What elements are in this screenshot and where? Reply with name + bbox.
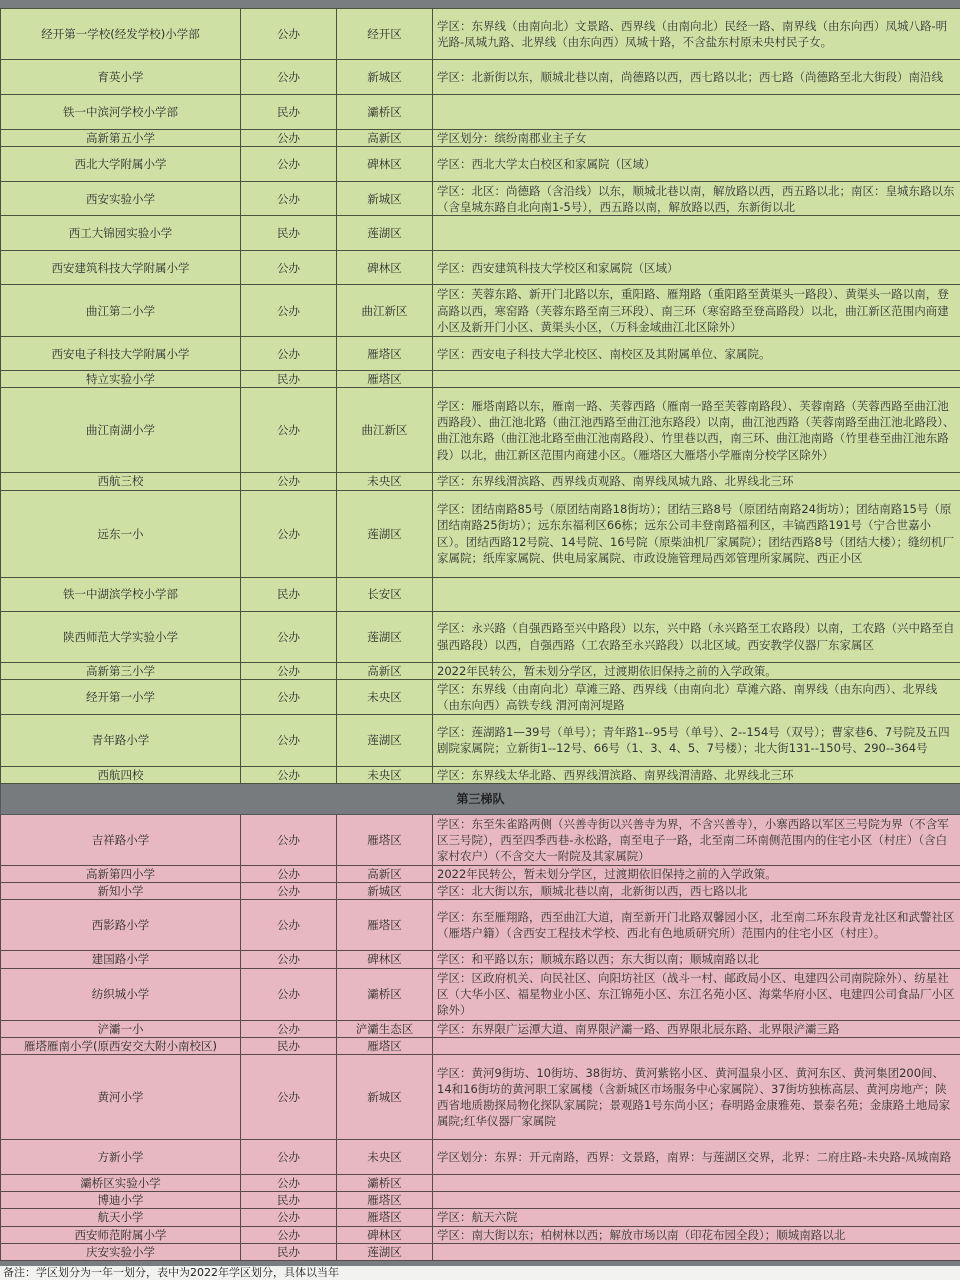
- school-name-cell: 庆安实验小学: [1, 1243, 241, 1260]
- zone-cell: 学区划分：缤纷南郡业主子女: [433, 130, 960, 147]
- school-name-cell: 远东一小: [1, 490, 241, 577]
- footnote: 备注：学区划分为一年一划分，表中为2022年学区划分，具体以当年: [0, 1266, 960, 1280]
- district-cell: 莲湖区: [337, 1243, 433, 1260]
- table-row: [1, 60, 960, 95]
- zone-cell: [433, 216, 960, 251]
- zone-cell: 学区：北大街以东，顺城北巷以南，北新街以西，西七路以北: [433, 883, 960, 900]
- zone-cell: 学区：东界线太华北路、西界线渭滨路、南界线渭清路、北界线北三环: [433, 766, 960, 783]
- school-type-cell: 民办: [241, 1243, 337, 1260]
- school-name-cell: 铁一中滨河学校小学部: [1, 95, 241, 130]
- district-cell: 雁塔区: [337, 900, 433, 951]
- district-cell: 新城区: [337, 1055, 433, 1140]
- district-cell: 雁塔区: [337, 371, 433, 388]
- zone-cell: 学区：航天六院: [433, 1209, 960, 1226]
- table-row: [1, 951, 960, 968]
- school-type-cell: 公办: [241, 490, 337, 577]
- table-row: [1, 388, 960, 473]
- school-type-cell: 公办: [241, 182, 337, 216]
- school-name-cell: 高新第四小学: [1, 866, 241, 883]
- school-name-cell: 经开第一小学: [1, 679, 241, 714]
- school-type-cell: 公办: [241, 714, 337, 766]
- school-name-cell: 西安电子科技大学附属小学: [1, 337, 241, 371]
- zone-cell: 学区划分：东界：开元南路，西界：文景路，南界：与莲湖区交界，北界：二府庄路-未央路-凤城南路: [433, 1140, 960, 1175]
- zone-cell: [433, 1192, 960, 1209]
- zone-cell: 学区：黄河9街坊、10街坊、38街坊、黄河紫铭小区、黄河温泉小区、黄河东区、黄河集团200间、14和16街坊的黄河职工家属楼（含新城区市场服务中心家属院）、37街坊独栋高层、黄河房地产；陕西省地质勘探局物化探队家属院；景观路1号东尚小区；春明路金康雅苑、景泰名苑；金康路土地局家属院;红华仪器厂家属院: [433, 1055, 960, 1140]
- school-name-cell: 青年路小学: [1, 714, 241, 766]
- district-cell: 浐灞生态区: [337, 1020, 433, 1037]
- zone-cell: 学区：莲湖路1—39号（单号）；青年路1--95号（单号）、2--154号（双号）；曹家巷6、7号院及五四剧院家属院；立新街1--12号、66号（1、3、4、5、7号楼）；北大街131--150号、290--364号: [433, 714, 960, 766]
- zone-cell: 学区：东至朱雀路两侧（兴善寺街以兴善寺为界，不含兴善寺），小寨西路以军区三号院为界（不含军区三号院），西至四季西巷-永松路，南至电子一路，北至南二环南侧范围内的住宅小区（村庄）（含白家村农户）（不含交大一附院及其家属院）: [433, 815, 960, 866]
- table-row: [1, 1209, 960, 1226]
- school-type-cell: 民办: [241, 216, 337, 251]
- table-row: [1, 490, 960, 577]
- school-type-cell: 公办: [241, 147, 337, 182]
- school-name-cell: 曲江第二小学: [1, 285, 241, 337]
- table-row: [1, 714, 960, 766]
- zone-cell: [433, 371, 960, 388]
- district-cell: 雁塔区: [337, 815, 433, 866]
- district-cell: 未央区: [337, 766, 433, 783]
- table-row: [1, 95, 960, 130]
- table-row: [1, 679, 960, 714]
- district-cell: 灞桥区: [337, 95, 433, 130]
- school-type-cell: 公办: [241, 473, 337, 490]
- school-name-cell: 航天小学: [1, 1209, 241, 1226]
- table-row: [1, 182, 960, 216]
- zone-cell: 学区：雁塔南路以东，雁南一路、芙蓉西路（雁南一路至芙蓉南路段）、芙蓉南路（芙蓉西路至曲江池西路段）、曲江池北路（曲江池西路至曲江池东路段）以南，曲江池西路（芙蓉南路至曲江池北路段）、曲江池东路（曲江池北路至曲江池南路段）、竹里巷以西，南三环、曲江池南路（竹里巷至曲江池东路段）以北，曲江新区范围内商建小区。（雁塔区大雁塔小学雁南分校学区除外）: [433, 388, 960, 473]
- district-cell: 未央区: [337, 1140, 433, 1175]
- district-cell: 曲江新区: [337, 388, 433, 473]
- district-cell: 碑林区: [337, 1226, 433, 1243]
- district-cell: 雁塔区: [337, 337, 433, 371]
- district-cell: 长安区: [337, 577, 433, 611]
- district-cell: 莲湖区: [337, 216, 433, 251]
- zone-cell: 学区：西安建筑科技大学校区和家属院（区域）: [433, 251, 960, 285]
- district-cell: 灞桥区: [337, 968, 433, 1020]
- school-name-cell: 建国路小学: [1, 951, 241, 968]
- table-row: [1, 662, 960, 679]
- school-type-cell: 公办: [241, 679, 337, 714]
- school-name-cell: 西影路小学: [1, 900, 241, 951]
- school-name-cell: 陕西师范大学实验小学: [1, 611, 241, 662]
- school-name-cell: 吉祥路小学: [1, 815, 241, 866]
- school-type-cell: 公办: [241, 1140, 337, 1175]
- table-row: [1, 371, 960, 388]
- school-type-cell: 公办: [241, 1226, 337, 1243]
- school-type-cell: 公办: [241, 251, 337, 285]
- school-type-cell: 公办: [241, 611, 337, 662]
- table-row: [1, 900, 960, 951]
- school-name-cell: 西北大学附属小学: [1, 147, 241, 182]
- school-name-cell: 西航三校: [1, 473, 241, 490]
- table-row: [1, 1020, 960, 1037]
- school-type-cell: 公办: [241, 1209, 337, 1226]
- table-row: [1, 883, 960, 900]
- school-name-cell: 特立实验小学: [1, 371, 241, 388]
- table-row: [1, 251, 960, 285]
- table-row: [1, 130, 960, 147]
- school-type-cell: 民办: [241, 95, 337, 130]
- table-row: [1, 216, 960, 251]
- school-name-cell: 曲江南湖小学: [1, 388, 241, 473]
- zone-cell: [433, 1037, 960, 1054]
- school-type-cell: 公办: [241, 285, 337, 337]
- school-name-cell: 灞桥区实验小学: [1, 1175, 241, 1192]
- top-bar: [0, 0, 960, 8]
- table-row: [1, 337, 960, 371]
- school-type-cell: 民办: [241, 1037, 337, 1054]
- zone-cell: 学区：东界线（由南向北）草滩三路、西界线（由南向北）草滩六路、南界线（由东向西）、北界线（由东向西）高铁专线 渭河南河堤路: [433, 679, 960, 714]
- school-name-cell: 高新第五小学: [1, 130, 241, 147]
- school-name-cell: 西工大锦园实验小学: [1, 216, 241, 251]
- table-row: [1, 866, 960, 883]
- school-type-cell: 公办: [241, 60, 337, 95]
- table-row: [1, 1175, 960, 1192]
- school-type-cell: 公办: [241, 130, 337, 147]
- school-type-cell: 民办: [241, 371, 337, 388]
- district-cell: 碑林区: [337, 951, 433, 968]
- school-name-cell: 博迪小学: [1, 1192, 241, 1209]
- section-title: 第三梯队: [1, 784, 960, 815]
- table-row: [1, 1243, 960, 1260]
- table-row: [1, 1192, 960, 1209]
- district-cell: 经开区: [337, 9, 433, 60]
- table-row: [1, 611, 960, 662]
- school-type-cell: 公办: [241, 951, 337, 968]
- school-name-cell: 西安建筑科技大学附属小学: [1, 251, 241, 285]
- zone-cell: 2022年民转公，暂未划分学区，过渡期依旧保持之前的入学政策。: [433, 866, 960, 883]
- zone-cell: 学区：北区：尚德路（含沿线）以东，顺城北巷以南，解放路以西，西五路以北；南区：皇城东路以东（含皇城东路自北向南1-5号），西五路以南，解放路以西，东新街以北: [433, 182, 960, 216]
- school-name-cell: 方新小学: [1, 1140, 241, 1175]
- zone-cell: 学区：团结南路85号（原团结南路18街坊）；团结三路8号（原团结南路24街坊）；团结南路15号（原团结南路25街坊）；远东东福利区66栋；远东公司丰登南路福利区，丰镐西路191号（宁合世嘉小区）。团结西路12号院、14号院、16号院（原柴油机厂家属院）；团结西路8号（团结大楼）；缝纫机厂家属院；纸库家属院、供电局家属院、市政设施管理局西郊管理所家属院、西正小区: [433, 490, 960, 577]
- zone-cell: 学区：东界限广运潭大道、南界限浐灞一路、西界限北辰东路、北界限浐灞三路: [433, 1020, 960, 1037]
- table-row: [1, 968, 960, 1020]
- district-cell: 新城区: [337, 60, 433, 95]
- school-name-cell: 浐灞一小: [1, 1020, 241, 1037]
- zone-cell: [433, 1243, 960, 1260]
- district-cell: 雁塔区: [337, 1209, 433, 1226]
- district-cell: 莲湖区: [337, 490, 433, 577]
- district-cell: 高新区: [337, 662, 433, 679]
- table-row: [1, 147, 960, 182]
- zone-cell: 学区：芙蓉东路、新开门北路以东，重阳路、雁翔路（重阳路至黄渠头一路段）、黄渠头一路以南，登高路以西，寒窑路（芙蓉东路至南三环段）、南三环（寒窑路至登高路段）以北，曲江新区范围内商建小区及新开门小区、黄渠头小区，（万科金域曲江北区除外）: [433, 285, 960, 337]
- district-cell: 雁塔区: [337, 1037, 433, 1054]
- zone-cell: 学区：东界线渭滨路、西界线贞观路、南界线凤城九路、北界线北三环: [433, 473, 960, 490]
- school-district-table: [0, 8, 960, 1261]
- school-type-cell: 公办: [241, 766, 337, 783]
- table-row: [1, 766, 960, 783]
- district-cell: 雁塔区: [337, 1192, 433, 1209]
- school-name-cell: 育英小学: [1, 60, 241, 95]
- district-cell: 高新区: [337, 866, 433, 883]
- zone-cell: [433, 577, 960, 611]
- zone-cell: 学区：南大街以东；柏树林以西；解放市场以南（印花布园全段）；顺城南路以北: [433, 1226, 960, 1243]
- zone-cell: [433, 95, 960, 130]
- school-type-cell: 民办: [241, 1192, 337, 1209]
- district-cell: 莲湖区: [337, 714, 433, 766]
- district-cell: 高新区: [337, 130, 433, 147]
- school-name-cell: 西安实验小学: [1, 182, 241, 216]
- school-name-cell: 纺织城小学: [1, 968, 241, 1020]
- school-type-cell: 公办: [241, 1175, 337, 1192]
- district-cell: 新城区: [337, 883, 433, 900]
- zone-cell: 学区：北新街以东，顺城北巷以南，尚德路以西，西七路以北；西七路（尚德路至北大街段）南沿线: [433, 60, 960, 95]
- school-type-cell: 公办: [241, 866, 337, 883]
- district-cell: 未央区: [337, 473, 433, 490]
- table-row: [1, 577, 960, 611]
- district-cell: 新城区: [337, 182, 433, 216]
- table-row: [1, 1140, 960, 1175]
- zone-cell: [433, 1175, 960, 1192]
- school-name-cell: 西安师范附属小学: [1, 1226, 241, 1243]
- table-row: [1, 285, 960, 337]
- table-row: [1, 473, 960, 490]
- zone-cell: 学区：区政府机关、向民社区、向阳坊社区（战斗一村、邮政局小区、电建四公司南院除外）、纺星社区（大华小区、福星物业小区、东江锦苑小区、东江名苑小区、海棠华府小区、电建四公司食品厂小区除外）: [433, 968, 960, 1020]
- table-row: [1, 9, 960, 60]
- table-row: [1, 1055, 960, 1140]
- zone-cell: 学区：东至雁翔路，西至曲江大道，南至新开门北路双馨园小区，北至南二环东段青龙社区和武警社区（雁塔户籍）（含西安工程技术学校、西北有色地质研究所）范围内的住宅小区（村庄）。: [433, 900, 960, 951]
- district-cell: 未央区: [337, 679, 433, 714]
- school-type-cell: 公办: [241, 900, 337, 951]
- table-row: [1, 1226, 960, 1243]
- district-cell: 碑林区: [337, 251, 433, 285]
- school-type-cell: 民办: [241, 577, 337, 611]
- district-cell: 碑林区: [337, 147, 433, 182]
- school-type-cell: 公办: [241, 337, 337, 371]
- school-type-cell: 公办: [241, 9, 337, 60]
- school-type-cell: 公办: [241, 662, 337, 679]
- table-row: [1, 815, 960, 866]
- table-row: [1, 1037, 960, 1054]
- zone-cell: 学区：东界线（由南向北）文景路、西界线（由南向北）民经一路、南界线（由东向西）凤城八路-明光路-凤城九路、北界线（由东向西）凤城十路，不含盐东村原未央村民子女。: [433, 9, 960, 60]
- school-type-cell: 公办: [241, 883, 337, 900]
- school-name-cell: 黄河小学: [1, 1055, 241, 1140]
- zone-cell: 2022年民转公，暂未划分学区，过渡期依旧保持之前的入学政策。: [433, 662, 960, 679]
- zone-cell: 学区：和平路以东；顺城东路以西；东大街以南；顺城南路以北: [433, 951, 960, 968]
- school-name-cell: 经开第一学校(经发学校)小学部: [1, 9, 241, 60]
- school-name-cell: 西航四校: [1, 766, 241, 783]
- zone-cell: 学区：西安电子科技大学北校区、南校区及其附属单位、家属院。: [433, 337, 960, 371]
- section-header-row: [1, 784, 960, 815]
- school-name-cell: 铁一中湖滨学校小学部: [1, 577, 241, 611]
- school-name-cell: 新知小学: [1, 883, 241, 900]
- zone-cell: 学区：西北大学太白校区和家属院（区域）: [433, 147, 960, 182]
- district-cell: 莲湖区: [337, 611, 433, 662]
- school-type-cell: 公办: [241, 1055, 337, 1140]
- school-name-cell: 高新第三小学: [1, 662, 241, 679]
- district-cell: 灞桥区: [337, 1175, 433, 1192]
- school-name-cell: 雁塔雁南小学(原西安交大附小南校区): [1, 1037, 241, 1054]
- zone-cell: 学区：永兴路（自强西路至兴中路段）以东，兴中路（永兴路至工农路段）以南，工农路（兴中路至自强西路段）以西，自强西路（工农路至永兴路段）以北区域。西安教学仪器厂东家属区: [433, 611, 960, 662]
- school-type-cell: 公办: [241, 388, 337, 473]
- school-type-cell: 公办: [241, 1020, 337, 1037]
- school-type-cell: 公办: [241, 815, 337, 866]
- school-type-cell: 公办: [241, 968, 337, 1020]
- district-cell: 曲江新区: [337, 285, 433, 337]
